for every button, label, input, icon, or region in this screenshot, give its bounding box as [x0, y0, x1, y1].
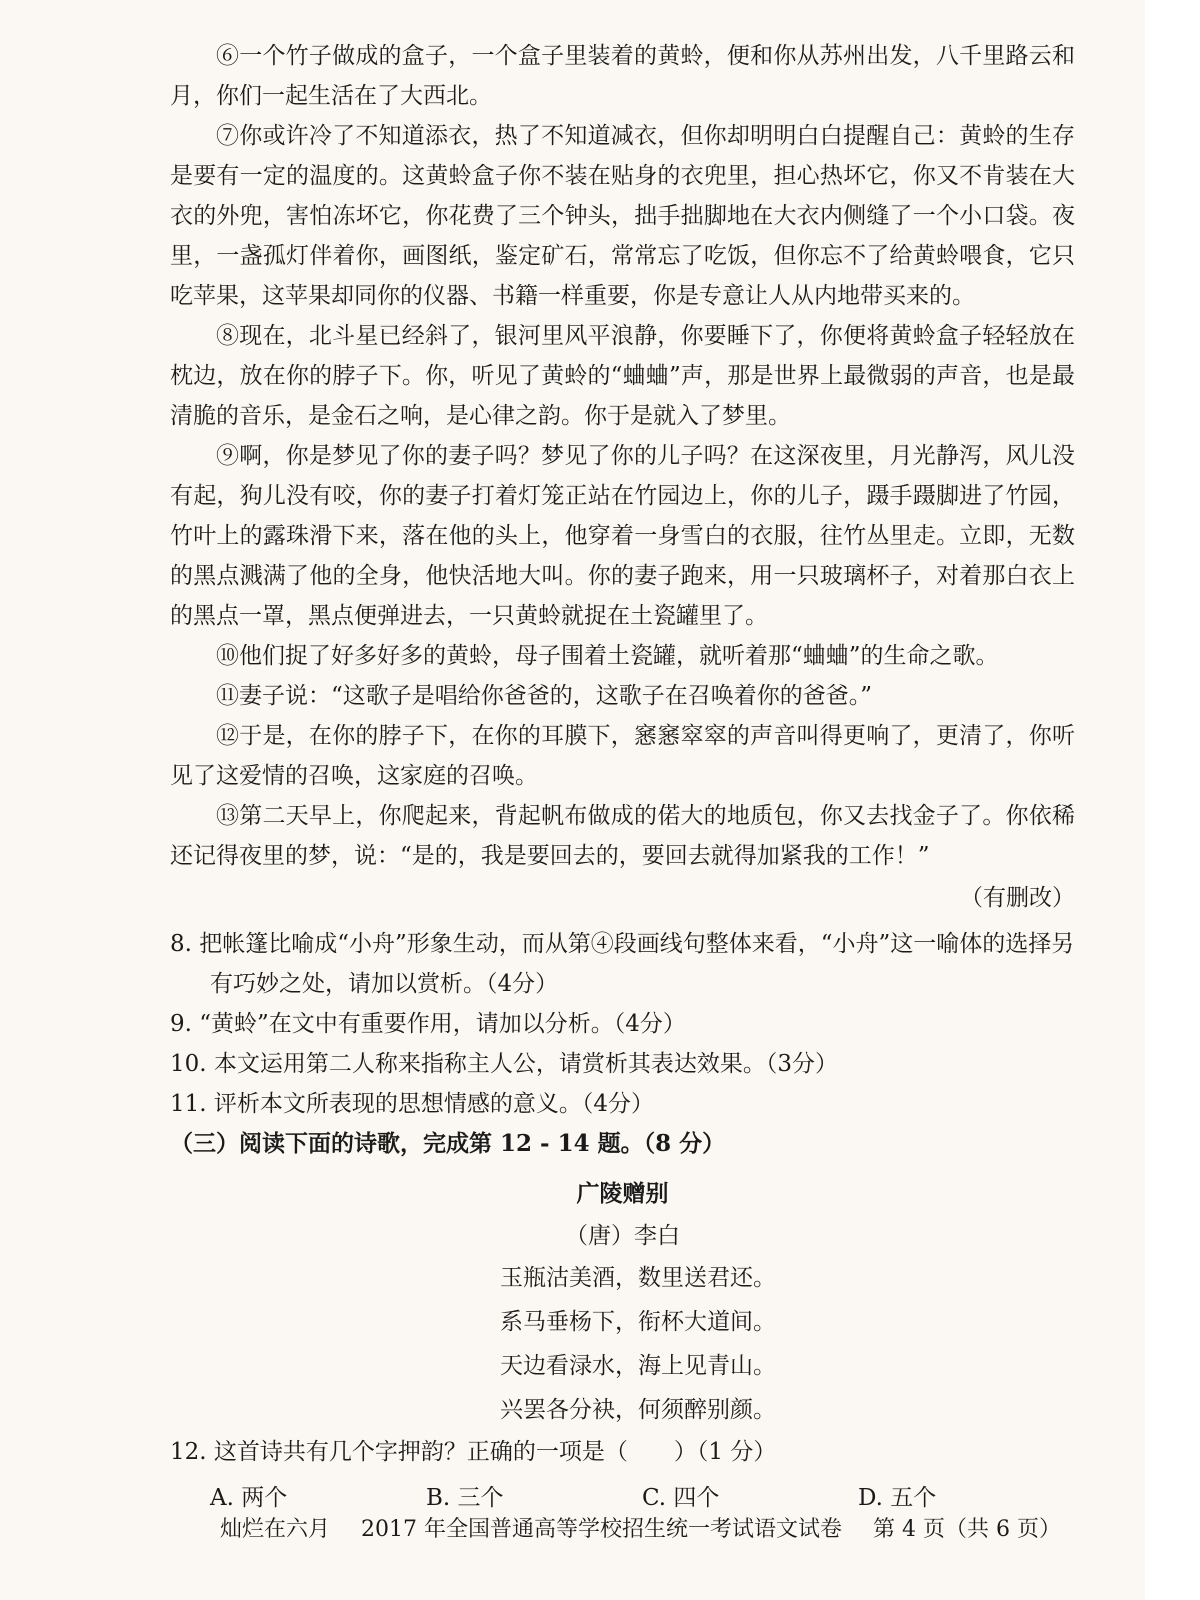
poem-line-3: 天边看渌水，海上见青山。	[500, 1353, 776, 1379]
page-edge	[1145, 0, 1200, 1600]
poem-title: 广陵赠别	[576, 1180, 669, 1207]
option-a: A. 两个	[210, 1485, 288, 1511]
passage-paragraph-8: ⑧现在，北斗星已经斜了，银河里风平浪静，你要睡下了，你便将黄蛉盒子轻轻放在枕边，放在你的脖子下。你，听见了黄蛉的“蛐蛐”声，那是世界上最微弱的声音，也是最清脆的音乐，是金石之响，是心律之韵。你于是就入了梦里。	[170, 323, 1075, 429]
question-10: 10. 本文运用第二人称来指称主人公，请赏析其表达效果。（3分）	[170, 1051, 839, 1077]
passage-paragraph-6: ⑥一个竹子做成的盒子，一个盒子里装着的黄蛉，便和你从苏州出发，八千里路云和月，你们一起生活在了大西北。	[170, 43, 1075, 109]
footer-left-text: 灿烂在六月	[220, 1517, 331, 1542]
passage-paragraph-9: ⑨啊，你是梦见了你的妻子吗？梦见了你的儿子吗？在这深夜里，月光静泻，风儿没有起，狗儿没有咬，你的妻子打着灯笼正站在竹园边上，你的儿子，蹑手蹑脚进了竹园，竹叶上的露珠滑下来，落在他的头上，他穿着一身雪白的衣服，往竹丛里走。立即，无数的黑点溅满了他的全身，他快活地大叫。你的妻子跑来，用一只玻璃杯子，对着那白衣上的黑点一罩，黑点便弹进去，一只黄蛉就捉在土瓷罐里了。	[170, 443, 1075, 629]
poem-line-2: 系马垂杨下，衔杯大道间。	[500, 1309, 776, 1335]
option-c: C. 四个	[642, 1485, 720, 1511]
question-12: 12. 这首诗共有几个字押韵？正确的一项是（ ）（1 分）	[170, 1439, 777, 1465]
footer-exam-title: 2017 年全国普通高等学校招生统一考试语文试卷	[361, 1517, 842, 1542]
passage-paragraph-12: ⑫于是，在你的脖子下，在你的耳膜下，窸窸窣窣的声音叫得更响了，更清了，你听见了这爱情的召唤，这家庭的召唤。	[170, 723, 1075, 789]
question-8: 8. 把帐篷比喻成“小舟”形象生动，而从第④段画线句整体来看，“小舟”这一喻体的选择另有巧妙之处，请加以赏析。（4分）	[170, 931, 1075, 997]
passage-paragraph-11: ⑪妻子说：“这歌子是唱给你爸爸的，这歌子在召唤着你的爸爸。”	[216, 683, 873, 709]
poem-line-4: 兴罢各分袂，何须醉别颜。	[500, 1397, 776, 1423]
question-11: 11. 评析本文所表现的思想情感的意义。（4分）	[170, 1091, 655, 1117]
passage-paragraph-10: ⑩他们捉了好多好多的黄蛉，母子围着土瓷罐，就听着那“蛐蛐”的生命之歌。	[216, 643, 999, 669]
passage-paragraph-13: ⑬第二天早上，你爬起来，背起帆布做成的偌大的地质包，你又去找金子了。你依稀还记得夜里的梦，说：“是的，我是要回去的，要回去就得加紧我的工作！”	[170, 803, 1075, 869]
source-note: （有删改）	[960, 885, 1075, 911]
passage-paragraph-7: ⑦你或许冷了不知道添衣，热了不知道减衣，但你却明明白白提醒自己：黄蛉的生存是要有一定的温度的。这黄蛉盒子你不装在贴身的衣兜里，担心热坏它，你又不肯装在大衣的外兜，害怕冻坏它，你花费了三个钟头，拙手拙脚地在大衣内侧缝了一个小口袋。夜里，一盏孤灯伴着你，画图纸，鉴定矿石，常常忘了吃饭，但你忘不了给黄蛉喂食，它只吃苹果，这苹果却同你的仪器、书籍一样重要，你是专意让人从内地带买来的。	[170, 123, 1075, 309]
option-d: D. 五个	[858, 1485, 937, 1511]
footer-page-number: 第 4 页（共 6 页）	[873, 1517, 1061, 1542]
section-3-heading: （三）阅读下面的诗歌，完成第 12 - 14 题。（8 分）	[170, 1130, 726, 1157]
poem-line-1: 玉瓶沽美酒，数里送君还。	[500, 1265, 776, 1291]
page-footer	[220, 1512, 1085, 1543]
question-9: 9. “黄蛉”在文中有重要作用，请加以分析。（4分）	[170, 1011, 686, 1037]
option-b: B. 三个	[426, 1485, 504, 1511]
poem-author: （唐）李白	[565, 1223, 680, 1249]
